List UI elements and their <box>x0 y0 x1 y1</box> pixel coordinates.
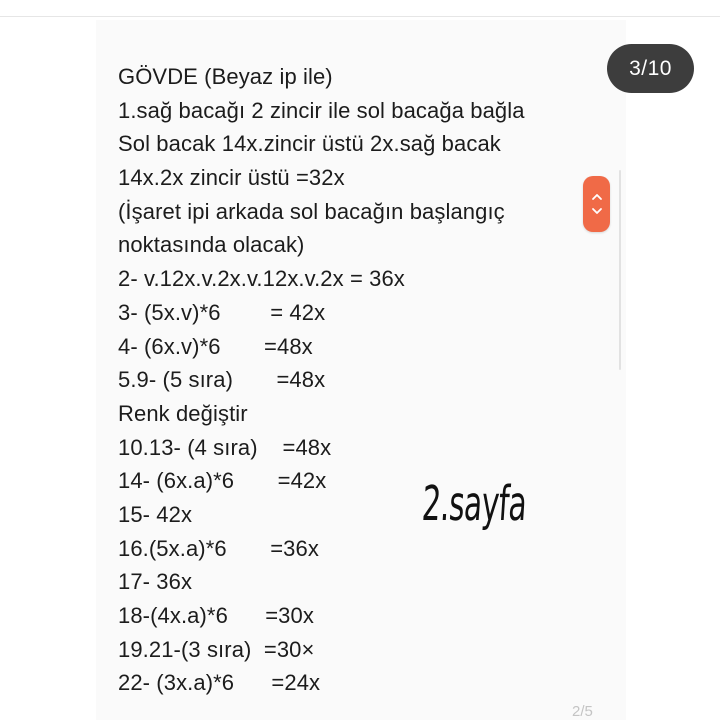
pattern-line: 5.9- (5 sıra) =48x <box>118 367 326 393</box>
pattern-line: 1.sağ bacağı 2 zincir ile sol bacağa bağla <box>118 97 525 123</box>
pattern-line: Sol bacak 14x.zincir üstü 2x.sağ bacak <box>118 131 501 157</box>
pattern-line: 14- (6x.a)*6 =42x <box>118 468 327 494</box>
pattern-line: 19.21-(3 sıra) =30× <box>118 636 315 662</box>
scroll-control[interactable] <box>583 176 610 232</box>
pattern-line: 16.(5x.a)*6 =36x <box>118 535 319 561</box>
photo-edge-divider <box>619 170 621 370</box>
pattern-line: 17- 36x <box>118 569 193 595</box>
pattern-line: 4- (6x.v)*6 =48x <box>118 333 313 359</box>
pattern-line: 22- (3x.a)*6 =24x <box>118 670 321 696</box>
handwritten-page-note: 2.sayfa <box>420 476 529 532</box>
top-divider <box>0 16 720 17</box>
pattern-line: 3- (5x.v)*6 = 42x <box>118 299 326 325</box>
pattern-line: 18-(4x.a)*6 =30x <box>118 603 314 628</box>
pattern-line: 2- v.12x.v.2x.v.12x.v.2x = 36x <box>118 266 405 292</box>
chevron-up-icon[interactable] <box>590 191 604 203</box>
page-indicator: 2/5 <box>572 703 593 720</box>
pattern-line: 14x.2x zincir üstü =32x <box>118 165 345 191</box>
pattern-line: GÖVDE (Beyaz ip ile) <box>118 64 333 89</box>
image-counter-badge: 3/10 <box>607 44 694 93</box>
pattern-line: (İşaret ipi arkada sol bacağın başlangıç <box>118 198 505 224</box>
chevron-down-icon[interactable] <box>590 205 604 217</box>
pattern-line: 10.13- (4 sıra) =48x <box>118 434 332 460</box>
pattern-line: noktasında olacak) <box>118 232 305 258</box>
pattern-line: Renk değiştir <box>118 400 248 426</box>
pattern-line: 15- 42x <box>118 501 193 527</box>
pattern-text <box>118 60 588 700</box>
